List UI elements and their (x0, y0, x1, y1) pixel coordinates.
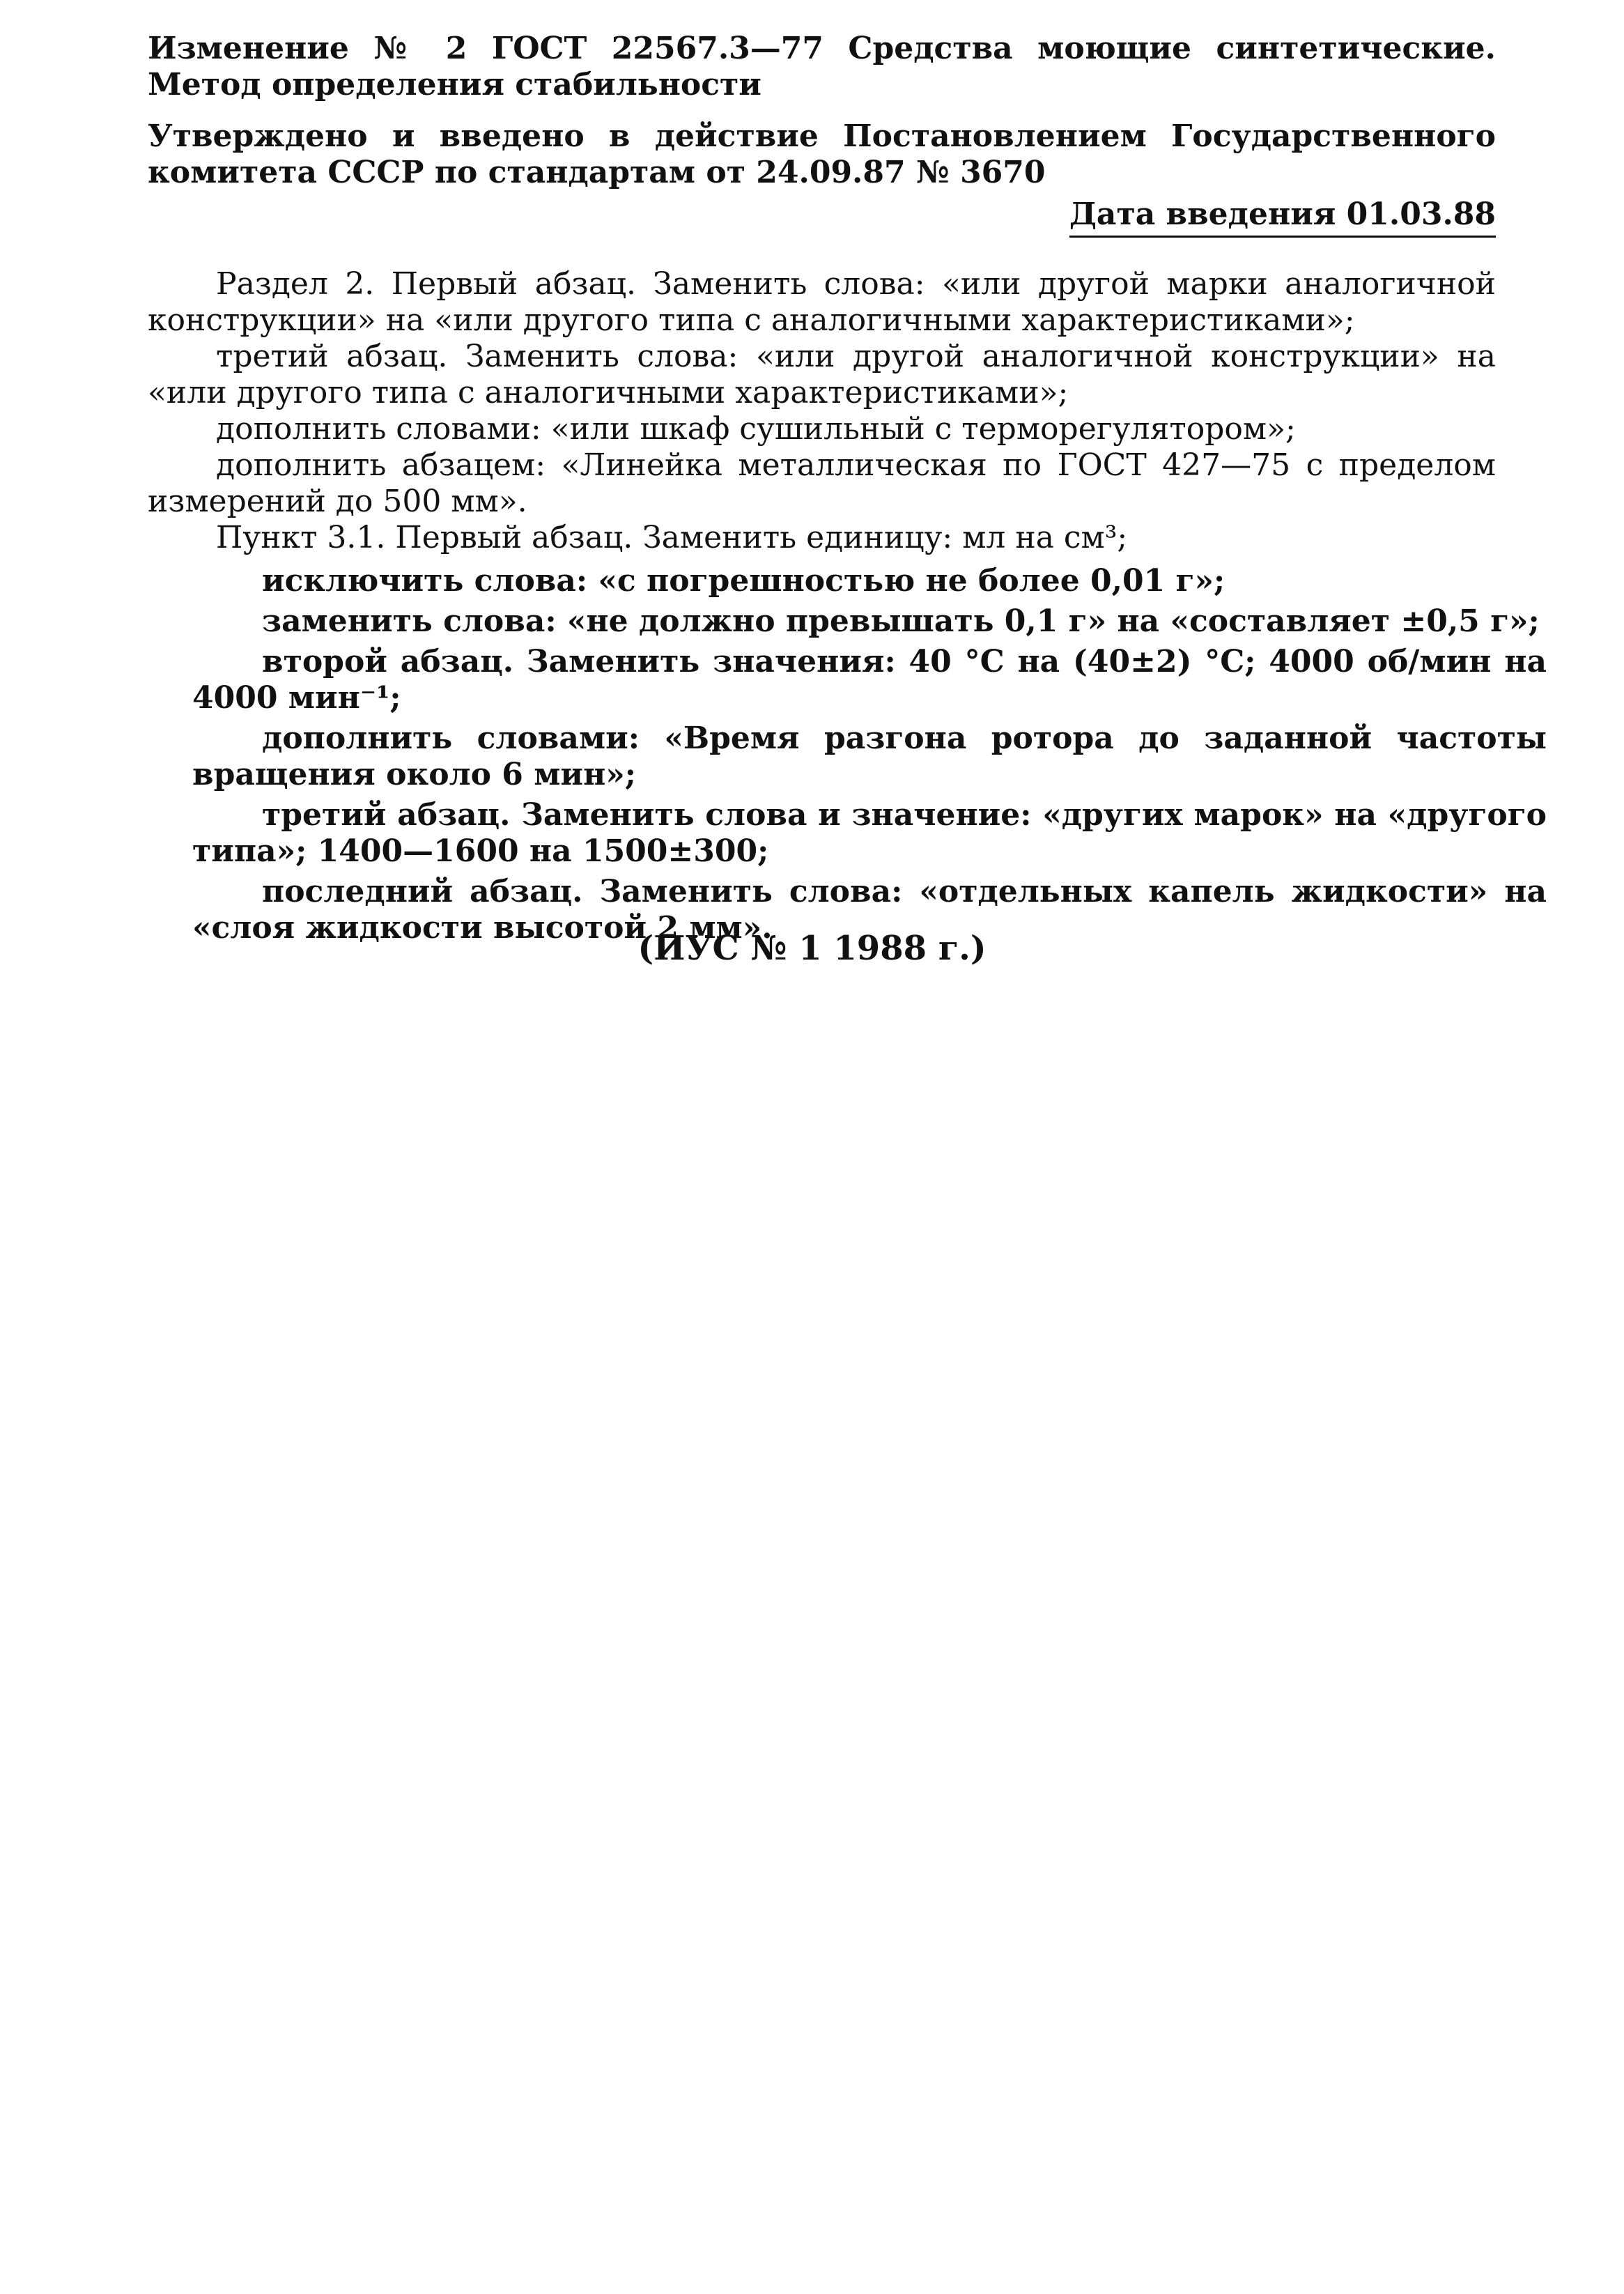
approval-statement: Утверждено и введено в действие Постановлением Государственного комитета СССР по стандартам от 24.09.87 № 3670 (148, 118, 1496, 190)
paragraph: заменить слова: «не должно превышать 0,1 г» на «составляет ±0,5 г»; (262, 603, 1540, 639)
intro-date: Дата введения 01.03.88 (1069, 197, 1496, 238)
paragraph: третий абзац. Заменить слова и значение: «других марок» на «другого типа»; 1400—1600 на 1500±300; (192, 797, 1547, 869)
source-reference: (ИУС № 1 1988 г.) (637, 929, 987, 968)
paragraph: дополнить словами: «Время разгона ротора до заданной частоты вращения около 6 мин»; (192, 721, 1547, 792)
paragraph: дополнить абзацем: «Линейка металлическая по ГОСТ 427—75 с пределом измерений до 500 мм». (148, 447, 1496, 519)
paragraph: Пункт 3.1. Первый абзац. Заменить единицу: мл на см³; (216, 520, 1128, 555)
body-text-upper (148, 266, 1496, 556)
paragraph: исключить слова: «с погрешностью не более 0,01 г»; (262, 563, 1225, 599)
paragraph: последний абзац. Заменить слова: «отдельных капель жидкости» на «слоя жидкости высотой 2 мм». (192, 874, 1547, 946)
paragraph: третий абзац. Заменить слова: «или другой аналогичной конструкции» на «или другого типа с аналогичными характеристиками»; (148, 339, 1496, 410)
intro-date-line (148, 197, 1496, 238)
amendment-title: Изменение № 2 ГОСТ 22567.3—77 Средства моющие синтетические. Метод определения стабильности (148, 31, 1496, 102)
paragraph: второй абзац. Заменить значения: 40 °С на (40±2) °С; 4000 об/мин на 4000 мин⁻¹; (192, 644, 1547, 716)
body-text-lower (192, 563, 1547, 950)
paragraph: Раздел 2. Первый абзац. Заменить слова: «или другой марки аналогичной конструкции» на «или другого типа с аналогичными характеристиками»; (148, 266, 1496, 338)
document-header (148, 31, 1496, 238)
paragraph: дополнить словами: «или шкаф сушильный с терморегулятором»; (216, 411, 1296, 447)
